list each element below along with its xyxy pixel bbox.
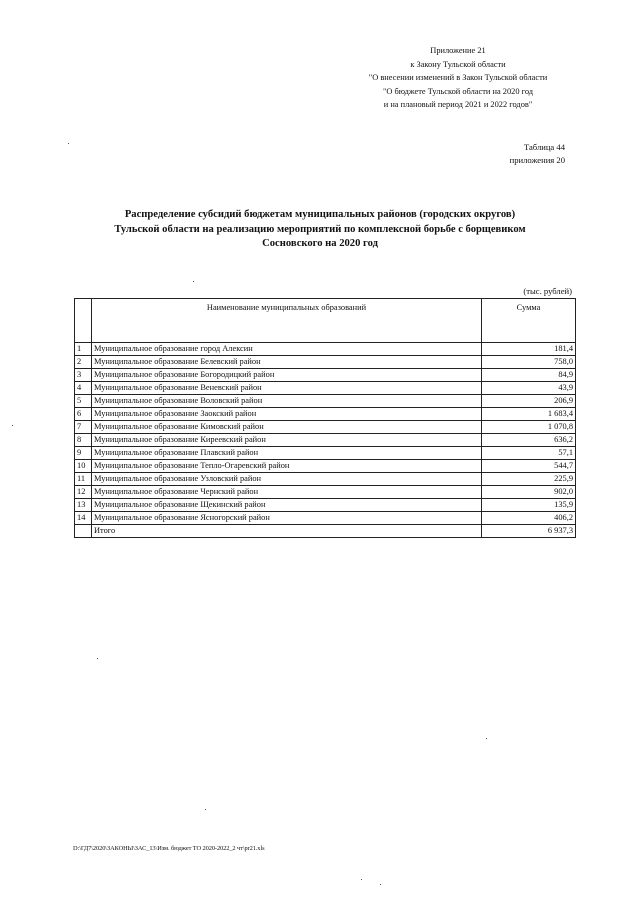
row-name: Муниципальное образование Веневский район bbox=[92, 382, 482, 395]
appendix-line: "О бюджете Тульской области на 2020 год bbox=[382, 86, 534, 96]
table-row bbox=[75, 408, 576, 421]
table-row bbox=[75, 447, 576, 460]
row-name: Муниципальное образование Заокский район bbox=[92, 408, 482, 421]
header-num bbox=[75, 299, 92, 343]
row-name: Муниципальное образование Киреевский район bbox=[92, 434, 482, 447]
table-row bbox=[75, 369, 576, 382]
row-number: 10 bbox=[75, 460, 92, 473]
row-sum: 181,4 bbox=[482, 343, 576, 356]
scan-speck bbox=[361, 879, 362, 880]
scan-speck bbox=[486, 738, 487, 739]
scan-speck bbox=[97, 658, 98, 659]
row-number: 7 bbox=[75, 421, 92, 434]
subsidy-table bbox=[74, 298, 576, 538]
title-line1: Распределение субсидий бюджетам муниципальных районов (городских округов) bbox=[124, 209, 516, 220]
row-number: 8 bbox=[75, 434, 92, 447]
row-sum: 206,9 bbox=[482, 395, 576, 408]
appendix-line: "О внесении изменений в Закон Тульской области bbox=[368, 73, 548, 82]
table-row bbox=[75, 382, 576, 395]
scan-speck bbox=[68, 143, 69, 144]
table-row bbox=[75, 343, 576, 356]
appendix-line: к Закону Тульской области bbox=[410, 59, 506, 69]
row-sum: 758,0 bbox=[482, 356, 576, 369]
row-sum: 84,9 bbox=[482, 369, 576, 382]
table-row bbox=[75, 421, 576, 434]
document-title bbox=[60, 208, 580, 252]
row-sum: 636,2 bbox=[482, 434, 576, 447]
row-sum: 135,9 bbox=[482, 499, 576, 512]
row-name: Муниципальное образование Чернский район bbox=[92, 486, 482, 499]
header-name: Наименование муниципальных образований bbox=[92, 299, 482, 343]
total-sum: 6 937,3 bbox=[482, 525, 576, 538]
row-number: 6 bbox=[75, 408, 92, 421]
row-sum: 225,9 bbox=[482, 473, 576, 486]
row-sum: 57,1 bbox=[482, 447, 576, 460]
row-name: Муниципальное образование Тепло-Огаревский район bbox=[92, 460, 482, 473]
title-line2: Тульской области на реализацию мероприятий по комплексной борьбе с борщевиком bbox=[114, 223, 526, 235]
file-path-footer: D:\ГД7\2020\ЗАКОНЫ\ЗАС_13\Изм. бюджет ТО 2020-2022_2 чт\pr21.xls bbox=[73, 845, 265, 852]
row-number: 13 bbox=[75, 499, 92, 512]
scan-speck bbox=[205, 809, 206, 810]
row-number: 12 bbox=[75, 486, 92, 499]
units-label: (тыс. рублей) bbox=[523, 286, 572, 296]
row-number: 9 bbox=[75, 447, 92, 460]
table-ref-line1: Таблица 44 bbox=[523, 142, 565, 152]
row-sum: 1 070,8 bbox=[482, 421, 576, 434]
appendix-header bbox=[340, 44, 576, 112]
row-name: Муниципальное образование Кимовский район bbox=[92, 421, 482, 434]
total-num bbox=[75, 525, 92, 538]
table-row bbox=[75, 499, 576, 512]
row-name: Муниципальное образование Плавский район bbox=[92, 447, 482, 460]
appendix-line: Приложение 21 bbox=[430, 46, 486, 55]
scan-speck bbox=[12, 425, 13, 426]
total-label: Итого bbox=[92, 525, 482, 538]
table-row bbox=[75, 395, 576, 408]
row-name: Муниципальное образование Воловский район bbox=[92, 395, 482, 408]
table-row bbox=[75, 473, 576, 486]
table-row bbox=[75, 486, 576, 499]
row-number: 14 bbox=[75, 512, 92, 525]
row-name: Муниципальное образование Щекинский район bbox=[92, 499, 482, 512]
row-sum: 902,0 bbox=[482, 486, 576, 499]
row-name: Муниципальное образование город Алексин bbox=[92, 343, 482, 356]
table-row bbox=[75, 512, 576, 525]
row-number: 1 bbox=[75, 343, 92, 356]
table-row bbox=[75, 460, 576, 473]
row-number: 4 bbox=[75, 382, 92, 395]
table-row bbox=[75, 356, 576, 369]
header-sum: Сумма bbox=[482, 299, 576, 343]
appendix-line: и на плановый период 2021 и 2022 годов" bbox=[383, 100, 533, 109]
table-ref-line2: приложения 20 bbox=[509, 155, 565, 165]
table-header-row bbox=[75, 299, 576, 343]
row-sum: 43,9 bbox=[482, 382, 576, 395]
table-row bbox=[75, 434, 576, 447]
row-number: 2 bbox=[75, 356, 92, 369]
row-name: Муниципальное образование Узловский район bbox=[92, 473, 482, 486]
row-name: Муниципальное образование Богородицкий район bbox=[92, 369, 482, 382]
table-reference bbox=[510, 141, 565, 167]
title-line3: Сосновского на 2020 год bbox=[262, 238, 378, 249]
row-number: 3 bbox=[75, 369, 92, 382]
row-sum: 406,2 bbox=[482, 512, 576, 525]
row-sum: 544,7 bbox=[482, 460, 576, 473]
scan-speck bbox=[193, 281, 194, 282]
row-number: 11 bbox=[75, 473, 92, 486]
row-sum: 1 683,4 bbox=[482, 408, 576, 421]
scan-speck bbox=[380, 884, 381, 885]
row-name: Муниципальное образование Белевский район bbox=[92, 356, 482, 369]
row-name: Муниципальное образование Ясногорский район bbox=[92, 512, 482, 525]
table-body bbox=[75, 343, 576, 525]
row-number: 5 bbox=[75, 395, 92, 408]
table-total-row bbox=[75, 525, 576, 538]
